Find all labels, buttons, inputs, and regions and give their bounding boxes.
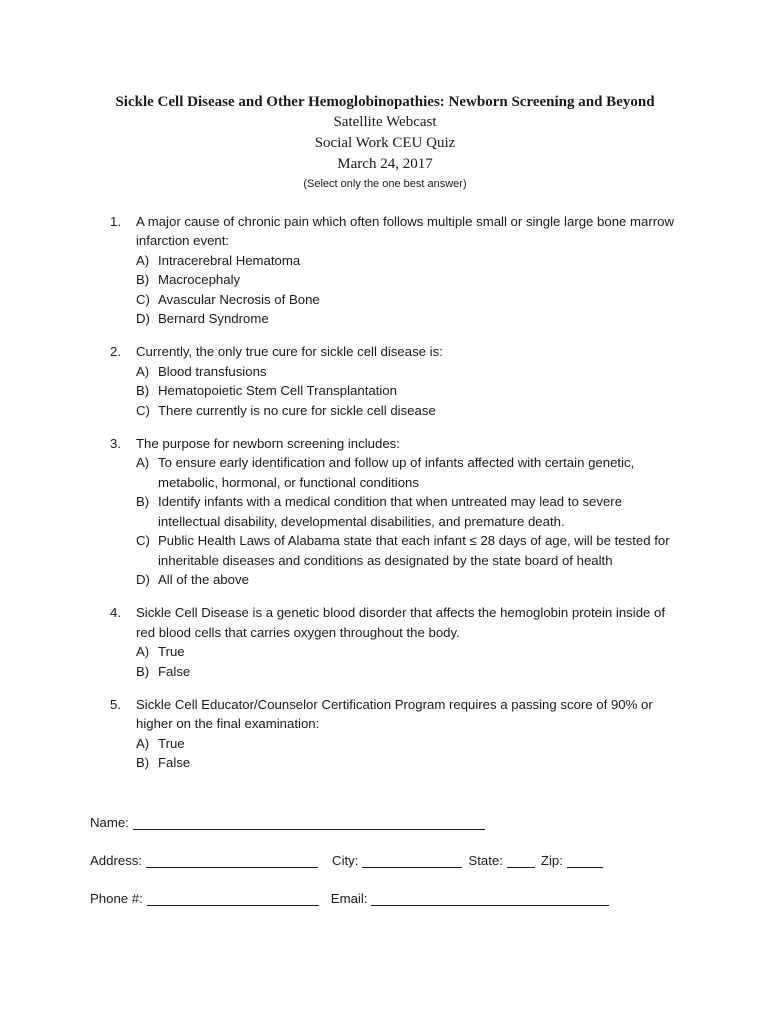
option-text: Avascular Necrosis of Bone bbox=[158, 291, 320, 307]
answer-option[interactable] bbox=[136, 251, 685, 270]
option-letter: A) bbox=[136, 735, 150, 751]
option-letter: A) bbox=[136, 644, 150, 660]
phone-field[interactable] bbox=[147, 891, 319, 906]
option-letter: C) bbox=[136, 402, 150, 418]
address-row bbox=[90, 848, 710, 868]
option-letter: D) bbox=[136, 571, 150, 587]
city-field[interactable] bbox=[362, 853, 462, 868]
option-letter: A) bbox=[136, 363, 150, 379]
option-text: False bbox=[158, 663, 191, 679]
answer-option[interactable] bbox=[136, 401, 685, 420]
option-letter: B) bbox=[136, 272, 150, 288]
option-letter: C) bbox=[136, 291, 150, 307]
email-field[interactable] bbox=[371, 891, 609, 906]
question-number: 1. bbox=[110, 214, 121, 229]
question-1 bbox=[110, 212, 685, 328]
option-letter: B) bbox=[136, 755, 150, 771]
option-text: Blood transfusions bbox=[158, 363, 267, 379]
answer-option[interactable] bbox=[136, 309, 685, 328]
option-letter: B) bbox=[136, 663, 150, 679]
option-text: There currently is no cure for sickle cell disease bbox=[158, 402, 436, 418]
document-subtitle-quiz: Social Work CEU Quiz bbox=[314, 135, 456, 151]
question-5 bbox=[110, 695, 685, 773]
question-2 bbox=[110, 342, 685, 420]
address-field[interactable] bbox=[146, 853, 318, 868]
answer-option[interactable] bbox=[136, 290, 685, 309]
option-letter: B) bbox=[136, 494, 150, 510]
option-text: Intracerebral Hematoma bbox=[158, 252, 301, 268]
instruction-note: (Select only the one best answer) bbox=[303, 178, 467, 190]
option-text: True bbox=[158, 644, 185, 660]
document-subtitle-webcast: Satellite Webcast bbox=[333, 114, 437, 130]
answer-option[interactable] bbox=[136, 381, 685, 400]
option-letter: B) bbox=[136, 383, 150, 399]
zip-label: Zip: bbox=[540, 853, 563, 868]
answer-option[interactable] bbox=[136, 453, 685, 492]
question-number: 4. bbox=[110, 605, 121, 621]
option-text: Identify infants with a medical condition that when untreated may lead to severe intellectual disability, developmental disabilities, and premature death. bbox=[158, 494, 623, 529]
option-text: Bernard Syndrome bbox=[158, 311, 269, 327]
name-label: Name: bbox=[90, 815, 129, 830]
answer-option[interactable] bbox=[136, 270, 685, 289]
question-text: Currently, the only true cure for sickle cell disease is: bbox=[136, 344, 443, 360]
option-text: Hematopoietic Stem Cell Transplantation bbox=[158, 383, 397, 399]
answer-option[interactable] bbox=[136, 570, 685, 589]
answer-option[interactable] bbox=[136, 492, 685, 531]
option-text: Macrocephaly bbox=[158, 272, 241, 288]
email-label: Email: bbox=[330, 891, 368, 906]
question-4 bbox=[110, 603, 685, 681]
question-number: 3. bbox=[110, 436, 121, 452]
option-text: True bbox=[158, 735, 185, 751]
document-title: Sickle Cell Disease and Other Hemoglobinopathies: Newborn Screening and Beyond bbox=[115, 94, 655, 110]
option-letter: C) bbox=[136, 533, 150, 549]
phone-label: Phone #: bbox=[90, 891, 143, 906]
question-number: 2. bbox=[110, 344, 121, 360]
question-text: Sickle Cell Disease is a genetic blood disorder that affects the hemoglobin protein inside of red blood cells that carries oxygen throughout the body. bbox=[136, 605, 666, 640]
contact-form bbox=[90, 810, 710, 924]
name-row bbox=[90, 810, 710, 830]
option-text: All of the above bbox=[158, 571, 249, 587]
option-letter: A) bbox=[136, 252, 150, 268]
option-text: False bbox=[158, 755, 191, 771]
question-3 bbox=[110, 434, 685, 589]
document-header bbox=[0, 92, 770, 193]
question-text: A major cause of chronic pain which often follows multiple small or single large bone marrow infarction event: bbox=[136, 214, 675, 249]
question-number: 5. bbox=[110, 696, 121, 712]
question-list bbox=[110, 212, 685, 787]
answer-option[interactable] bbox=[136, 662, 685, 681]
state-label: State: bbox=[468, 853, 503, 868]
answer-option[interactable] bbox=[136, 753, 685, 772]
answer-option[interactable] bbox=[136, 734, 685, 753]
option-letter: A) bbox=[136, 455, 150, 471]
city-label: City: bbox=[332, 853, 359, 868]
answer-option[interactable] bbox=[136, 531, 685, 570]
answer-option[interactable] bbox=[136, 362, 685, 381]
question-text: The purpose for newborn screening includes: bbox=[136, 436, 400, 452]
document-date: March 24, 2017 bbox=[337, 156, 433, 172]
name-field[interactable] bbox=[133, 815, 485, 830]
phone-row bbox=[90, 886, 710, 906]
state-field[interactable] bbox=[507, 853, 535, 868]
address-label: Address: bbox=[90, 853, 143, 868]
option-text: Public Health Laws of Alabama state that each infant ≤ 28 days of age, will be tested for inheritable diseases and conditions as designated by the state board of health bbox=[158, 533, 670, 568]
question-text: Sickle Cell Educator/Counselor Certification Program requires a passing score of 90% or higher on the final examination: bbox=[136, 696, 653, 732]
option-text: To ensure early identification and follow up of infants affected with certain genetic, metabolic, hormonal, or functional conditions bbox=[158, 455, 635, 490]
answer-option[interactable] bbox=[136, 642, 685, 661]
option-letter: D) bbox=[136, 311, 150, 327]
zip-field[interactable] bbox=[567, 853, 603, 868]
